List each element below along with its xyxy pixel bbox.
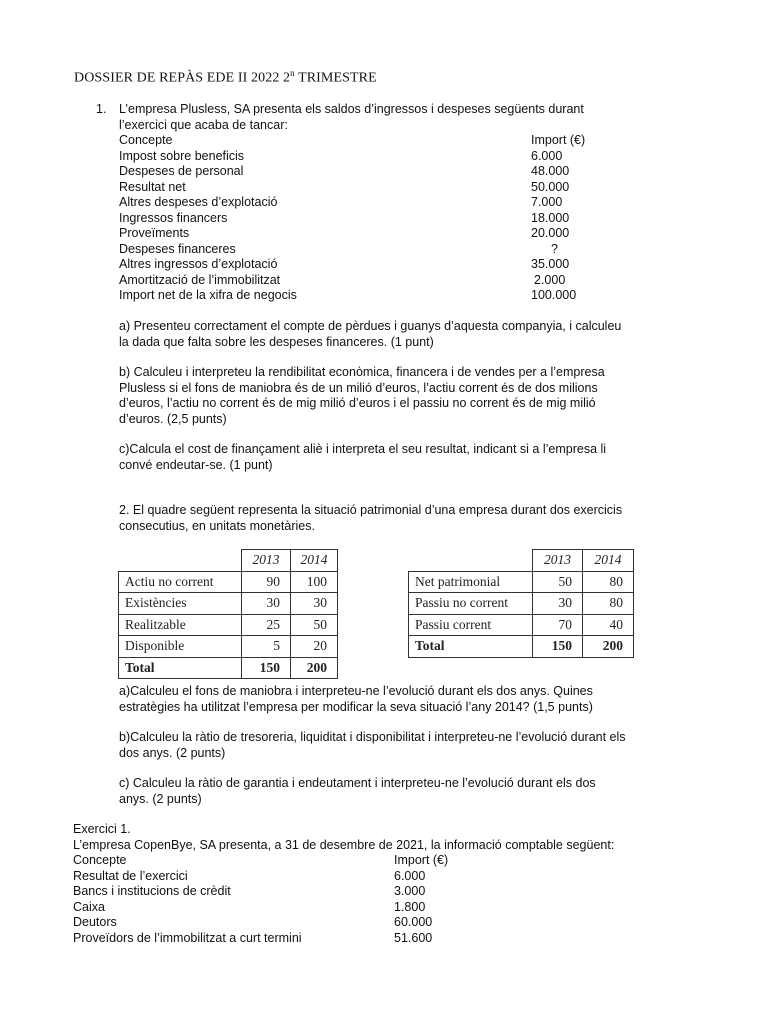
table-row: Caixa 1.800 (73, 899, 426, 914)
table-header: Concepte Import (€) (119, 133, 586, 147)
table-row: Net patrimonial 50 80 (409, 571, 634, 593)
exercise-heading: Exercici 1. (73, 822, 131, 836)
assets-table: 2013 2014 Actiu no corrent 90 100 Existències 30 30 Realitzable 25 50 Disponible 5 20 Total 150 200 (118, 549, 338, 679)
question-1-number: 1. (96, 102, 107, 116)
table-row: Proveïments 20.000 (119, 226, 570, 240)
question-2-intro: 2. El quadre següent representa la situació patrimonial d’una empresa durant dos exercicis consecutius, en unitats monetàries. (119, 503, 623, 533)
table-total-row: Total 150 200 (119, 657, 338, 679)
table-row: Resultat de l’exercici 6.000 (73, 868, 426, 883)
table-row: Amortització de l’immobilitzat 2.000 (119, 272, 566, 287)
table-row: Realitzable 25 50 (119, 614, 338, 636)
table-row: Impost sobre beneficis 6.000 (119, 148, 563, 163)
exercise-intro: L’empresa CopenBye, SA presenta, a 31 de desembre de 2021, la informació comptable següent: (73, 837, 615, 852)
table-row: Bancs i institucions de crèdit 3.000 (73, 884, 426, 898)
question-2b: b)Calculeu la ràtio de tresoreria, liquiditat i disponibilitat i interpreteu-ne l’evolució durant els dos anys. (2 punts) (119, 730, 626, 760)
table-row: Despeses de personal 48.000 (119, 164, 570, 178)
table-header: Concepte Import (€) (73, 853, 449, 867)
question-1-table (119, 133, 719, 304)
table-row: Despeses financeres ? (119, 241, 558, 256)
document-title: DOSSIER DE REPÀS EDE II 2022 2$^n$ TRIMESTRE (74, 68, 377, 86)
table-row: Ingressos financers 18.000 (119, 210, 570, 225)
table-row: Actiu no corrent 90 100 (119, 571, 338, 593)
question-1c: c)Calcula el cost de finançament aliè i interpreta el seu resultat, indicant si a l’empresa li convé endeutar-se. (1 punt) (119, 442, 607, 472)
table-row: Altres despeses d’explotació 7.000 (119, 195, 563, 209)
liabilities-table: 2013 2014 Net patrimonial 50 80 Passiu no corrent 30 80 Passiu corrent 70 40 Total 150 200 (408, 549, 634, 658)
table-row: Deutors 60.000 (73, 915, 433, 929)
question-1a: a) Presenteu correctament el compte de pèrdues i guanys d’aquesta companyia, i calculeu la dada que falta sobre les despeses financeres. (1 punt) (119, 319, 622, 349)
table-row: Existències 30 30 (119, 593, 338, 615)
table-row: Proveïdors de l’immobilitzat a curt termini 51.600 (73, 930, 433, 945)
table-total-row: Total 150 200 (409, 636, 634, 658)
exercise-1 (73, 822, 713, 946)
table-row: Disponible 5 20 (119, 636, 338, 658)
question-1-intro: L’empresa Plusless, SA presenta els saldos d’ingressos i despeses següents durant l’exercici que acaba de tancar: (119, 102, 584, 132)
table-row: Passiu no corrent 30 80 (409, 593, 634, 615)
question-1b: b) Calculeu i interpreteu la rendibilitat econòmica, financera i de vendes per a l’empresa Plusless si el fons de maniobra és de un milió d’euros, l’actiu corrent és de dos milions d’euros, l’actiu no corrent és de mig milió d’euros i el passiu no corrent és de mig milió d’euros. (2,5 punts) (119, 365, 605, 426)
table-row: Altres ingressos d’explotació 35.000 (119, 257, 570, 271)
table-row: Resultat net 50.000 (119, 179, 570, 194)
table-row: Import net de la xifra de negocis 100.000 (119, 288, 577, 302)
question-2a: a)Calculeu el fons de maniobra i interpreteu-ne l’evolució durant els dos anys. Quines estratègies ha utilitzat l’empresa per modificar la seva situació l’any 2014? (1,5 punts) (119, 684, 593, 714)
table-row: Passiu corrent 70 40 (409, 614, 634, 636)
question-2c: c) Calculeu la ràtio de garantia i endeutament i interpreteu-ne l’evolució durant els dos anys. (2 punts) (119, 776, 596, 806)
